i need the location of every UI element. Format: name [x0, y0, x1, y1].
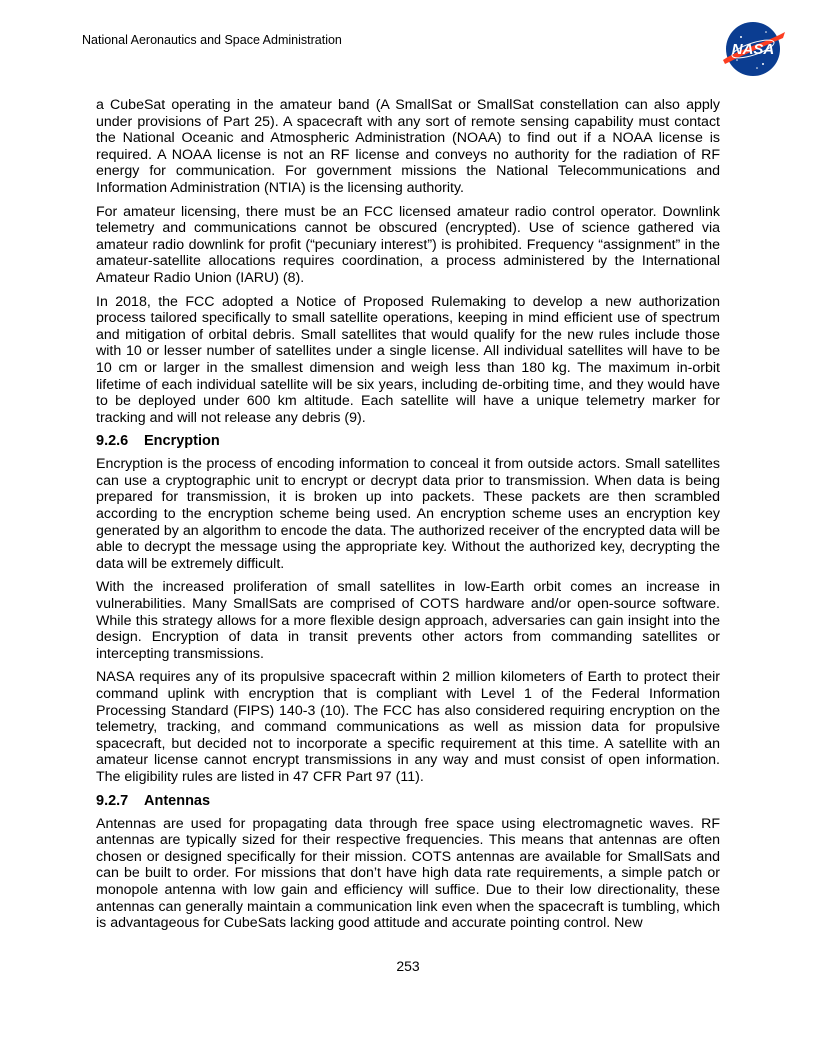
document-body: [96, 97, 720, 939]
header-agency-name: National Aeronautics and Space Administration: [82, 33, 342, 47]
section-number: 9.2.6: [96, 433, 129, 450]
paragraph: Antennas are used for propagating data through free space using electromagnetic waves. RF antennas are typically sized for their respective frequencies. This means that antennas are often chosen or designed specifically for their mission. COTS antennas are available for SmallSats and can be built to order. For missions that don’t have high data rate requirements, a simple patch or monopole antenna with low gain and efficiency will suffice. Due to their low directionality, these antennas can generally maintain a communication link even when the spacecraft is tumbling, which is advantageous for CubeSats lacking good attitude and accurate pointing control. New: [96, 815, 720, 932]
nasa-logo-icon: [719, 20, 787, 78]
paragraph: a CubeSat operating in the amateur band (A SmallSat or SmallSat constellation can also apply under provisions of Part 25). A spacecraft with any sort of remote sensing capability must contact the National Oceanic and Atmospheric Administration (NOAA) to find out if a NOAA license is required. A NOAA license is not an RF license and conveys no authority for the radiation of RF energy for communication. For government missions the National Telecommunications and Information Administration (NTIA) is the licensing authority.: [96, 97, 720, 196]
paragraph: In 2018, the FCC adopted a Notice of Proposed Rulemaking to develop a new authorization process tailored specifically to small satellite operations, keeping in mind efficient use of spectrum and mitigation of orbital debris. Small satellites that would qualify for the new rules include those with 10 or lesser number of satellites under a single license. All individual satellites will have to be 10 cm or larger in the smallest dimension and weigh less than 180 kg. The maximum in-orbit lifetime of each individual satellite will be six years, including de-orbiting time, and they would have to be deployed under 600 km altitude. Each satellite will have a unique telemetry marker for tracking and will not release any debris (9).: [96, 293, 720, 426]
section-title: Antennas: [144, 792, 211, 809]
section-number: 9.2.7: [96, 792, 129, 809]
paragraph: Encryption is the process of encoding information to conceal it from outside actors. Small satellites can use a cryptographic unit to encrypt or decrypt data prior to transmission. When data is being prepared for transmission, it is broken up into packets. These packets are then scrambled according to the encryption scheme being used. An encryption scheme uses an encryption key generated by an algorithm to encode the data. The authorized receiver of the encrypted data will be able to decrypt the message using the appropriate key. Without the authorized key, decrypting the data will be extremely difficult.: [96, 456, 720, 572]
nasa-logo-text: NASA: [731, 41, 775, 58]
paragraph: For amateur licensing, there must be an FCC licensed amateur radio control operator. Downlink telemetry and communications cannot be obscured (encrypted). Use of science gathered via amateur radio downlink for profit (“pecuniary interest”) is prohibited. Frequency “assignment” in the amateur-satellite allocations requires coordination, a process administered by the International Amateur Radio Union (IARU) (8).: [96, 203, 720, 286]
section-heading-antennas: [96, 793, 720, 810]
page-number: 253: [396, 958, 420, 974]
section-heading-encryption: [96, 433, 720, 450]
paragraph: With the increased proliferation of small satellites in low-Earth orbit comes an increase in vulnerabilities. Many SmallSats are comprised of COTS hardware and/or open-source software. While this strategy allows for a more flexible design approach, adversaries can gain insight into the design. Encryption of data in transit prevents other actors from commanding satellites or intercepting transmissions.: [96, 579, 720, 662]
paragraph: NASA requires any of its propulsive spacecraft within 2 million kilometers of Earth to protect their command uplink with encryption that is compliant with Level 1 of the Federal Information Processing Standard (FIPS) 140-3 (10). The FCC has also considered requiring encryption on the telemetry, tracking, and command communications as well as mission data for propulsive spacecraft, but decided not to incorporate a specific requirement at this time. A satellite with an amateur license cannot encrypt transmissions in any way and must consist of open information. The eligibility rules are listed in 47 CFR Part 97 (11).: [96, 669, 720, 785]
section-title: Encryption: [144, 433, 220, 450]
